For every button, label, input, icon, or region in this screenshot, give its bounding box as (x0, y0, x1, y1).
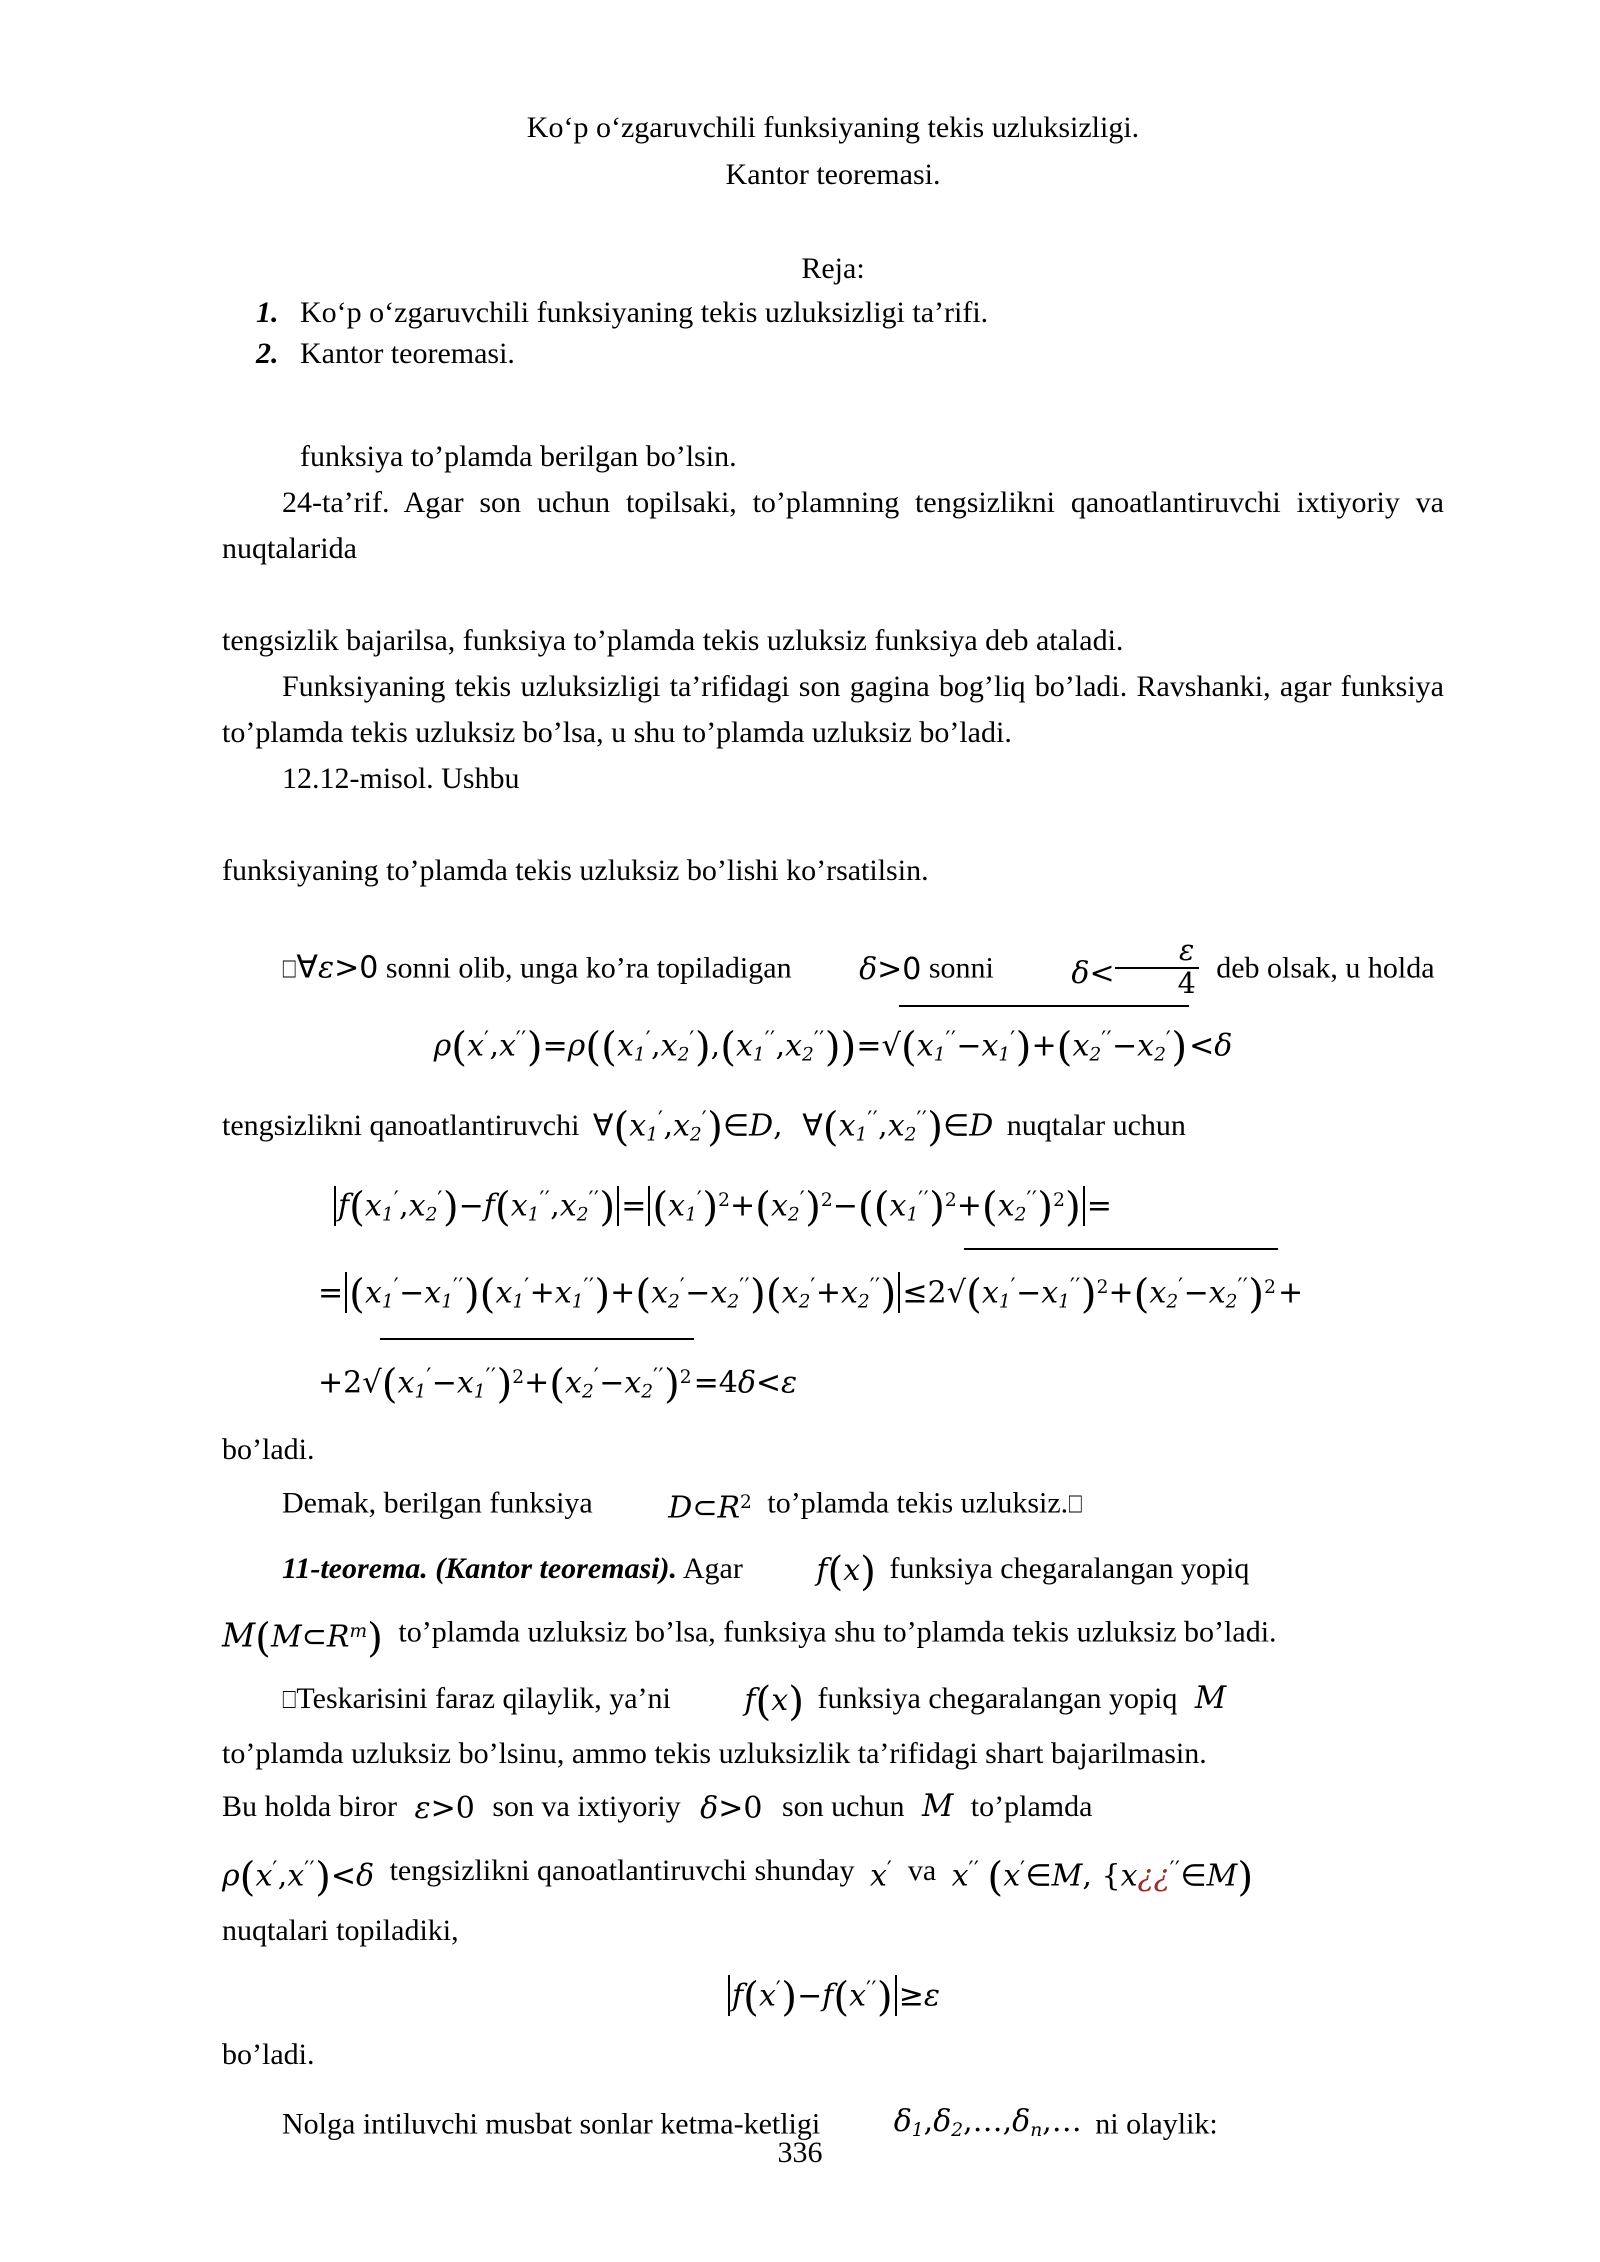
equation-f-difference-line3: $+2√(x_1'-x_1'')^2+(x_2'-x_2'')^2=4\delta<\varepsilon$ (222, 1338, 1444, 1428)
symbol-M-2: M (921, 1789, 954, 1824)
paragraph-definition-24 (222, 480, 1444, 572)
expr-D-subset-R2: $D\subset R^2$ (668, 1490, 752, 1526)
plan-heading: Reja: (801, 252, 865, 285)
expr-x-double-prime: x′′ (951, 1857, 980, 1894)
p11-text-b: funksiya chegaralangan yopiq (889, 1551, 1250, 1585)
p15-text: bo’ladi. (222, 2038, 315, 2072)
forall-icon: ∀ (296, 949, 318, 986)
membership-expr-2: $\forall(x_1'',x_2'')\in D$ (802, 1101, 994, 1150)
paragraph-uniform-continuity-note (222, 664, 1444, 756)
qed-box-glyph-1: ⎕ (1068, 1491, 1083, 1520)
paragraph-points-condition (222, 1087, 1444, 1169)
expr-f-of-x-2: f(x) (744, 1676, 804, 1725)
equation-abs-f-diff-ge-eps: f(x′)−f(x′′) ≥ε (222, 1954, 1444, 2033)
epsilon-symbol: ε (317, 950, 335, 986)
equation-rho-distance: $\rho(x',x'')=\rho((x_1',x_2'),(x_1'',x_2''))=√(x_1''-x_1')+(x_2''-x_2')<\delta$ (222, 1005, 1444, 1087)
p7-text-c: deb olsak, u holda (1216, 951, 1435, 985)
p13-text-d: to’plamda (970, 1790, 1093, 1823)
symbol-M-1: M (1194, 1680, 1227, 1716)
list-item-number: 2. (256, 337, 279, 370)
greater-than-zero-1: >0 (334, 950, 379, 986)
delta-less-than: δ< (1071, 955, 1115, 991)
p4-text: Funksiyaning tekis uzluksizligi ta’rifidagi son gagina bog’liq bo’ladi. Ravshanki, agar funksiya to’plamda tekis uzluksiz bo’lsa, u shu to’plamda uzluksiz bo’ladi. (222, 670, 1444, 749)
paragraph-proof-contradiction-cont (222, 1731, 1444, 1777)
expr-delta-sequence: $\delta_1,\delta_2,\dots,\delta_n,\dots$ (893, 2104, 1082, 2142)
paragraph-theorem-11-cont (222, 1601, 1444, 1669)
paragraph-theorem-11 (222, 1539, 1444, 1601)
p12-text-c: to’plamda uzluksiz bo’lsinu, ammo tekis uzluksizlik ta’rifidagi shart bajarilmasin. (222, 1737, 1207, 1770)
fraction-denominator: 4 (1115, 967, 1199, 1000)
p2-text: 24-ta’rif. Agar son uchun topilsaki, to’plamning tengsizlikni qanoatlantiruvchi ixtiyoriy va nuqtalarida (222, 486, 1444, 565)
p11-text-c: to’plamda uzluksiz bo’lsa, funksiya shu to’plamda tekis uzluksiz bo’ladi. (398, 1615, 1277, 1649)
fraction-epsilon-over-4 (1115, 936, 1199, 1000)
p7-text-a: sonni olib, unga ko’ra topiladigan (385, 951, 792, 985)
paragraph-demak (222, 1473, 1444, 1539)
p1-text: funksiya to’plamda berilgan bo’lsin. (300, 440, 737, 473)
p16-text-b: ni olaylik: (1095, 2107, 1218, 2141)
expr-x-prime: x′ (869, 1857, 893, 1894)
page-title-line-2: Kantor teoremasi. (725, 158, 941, 191)
p14-text-c: nuqtalari topiladiki, (222, 1913, 459, 1947)
expr-epsilon-gt-0: ε>0 (414, 1791, 475, 1827)
fraction-numerator: ε (1179, 934, 1195, 967)
paragraph-rho-condition (222, 1839, 1444, 1908)
plan-list (222, 292, 1444, 374)
delta-symbol-1: δ (859, 952, 878, 988)
p13-text-b: son va ixtiyoriy (492, 1790, 681, 1823)
p11-text-a: Agar (682, 1551, 743, 1585)
paragraph-proof-contradiction (222, 1669, 1444, 1731)
list-item (256, 333, 1444, 374)
list-item-label: Ko‘p o‘zgaruvchili funksiyaning tekis uzluksizligi ta’rifi. (300, 296, 989, 329)
theorem-label: 11-teorema. (Kantor teoremasi). (282, 1551, 677, 1585)
paragraph-bo-ladi-2 (222, 2032, 1444, 2078)
p9-text: bo’ladi. (222, 1433, 315, 1467)
p10-text-b: to’plamda tekis uzluksiz. (767, 1487, 1069, 1521)
expr-delta-gt-0: δ>0 (700, 1791, 763, 1827)
p13-text-a: Bu holda biror (222, 1790, 397, 1823)
list-item-label: Kantor teoremasi. (300, 337, 515, 370)
p7-text-b: sonni (928, 951, 994, 985)
paragraph-show-uniform-continuity (222, 848, 1444, 894)
page-number: 336 (777, 2136, 823, 2169)
equation-f-difference-line1: $f(x_1',x_2')-f(x_1'',x_2'') = (x_1')^2+(x_2')^2-((x_1'')^2+(x_2'')^2)$ = (222, 1168, 1444, 1248)
greater-than-zero-2: >0 (877, 952, 922, 988)
expr-membership-conditions: (x′∈M, {x¿¿′′∈M) (987, 1852, 1254, 1901)
paragraph-nuqtalari (222, 1908, 1444, 1954)
p10-text-a: Demak, berilgan funksiya (282, 1487, 593, 1521)
membership-expr-1: $\forall(x_1',x_2')\in D$, (592, 1101, 783, 1150)
proof-box-glyph: ⎕ (282, 1685, 297, 1714)
page-title-line-1: Ko‘p o‘zgaruvchili funksiyaning tekis uzluksizligi. (526, 111, 1140, 144)
p12-text-b: funksiya chegaralangan yopiq (817, 1681, 1178, 1715)
p13-text-c: son uchun (781, 1790, 905, 1823)
p6-text: funksiyaning to’plamda tekis uzluksiz bo’lishi ko’rsatilsin. (222, 854, 929, 887)
paragraph-function-defined (222, 434, 1444, 480)
paragraph-example-1212 (222, 756, 1444, 802)
p3-text: tengsizlik bajarilsa, funksiya to’plamda tekis uzluksiz funksiya deb ataladi. (222, 624, 1124, 657)
paragraph-bu-holda (222, 1777, 1444, 1839)
paragraph-bo-ladi-1 (222, 1427, 1444, 1473)
p12-text-a: Teskarisini faraz qilaylik, ya’ni (296, 1681, 671, 1715)
p14-text-b: va (907, 1854, 937, 1888)
p8-text-b: nuqtalar uchun (1006, 1108, 1186, 1142)
list-item (256, 292, 1444, 333)
p8-text-a: tengsizlikni qanoatlantiruvchi (222, 1108, 580, 1142)
page-content (222, 0, 1444, 2161)
expr-f-of-x-1: f(x) (816, 1547, 876, 1596)
equation-f-difference-line2: = $(x_1'-x_1'')(x_1'+x_1'')+(x_2'-x_2'')(x_2'+x_2'') \le 2√(x_1'-x_1'')^2+(x_2'-x_2'')^2+$ (222, 1248, 1444, 1338)
p14-text-a: tengsizlikni qanoatlantiruvchi shunday (389, 1854, 855, 1888)
expr-M-subset-Rm: $M(M\subset R^m)$ (222, 1613, 383, 1662)
list-item-number: 1. (256, 296, 279, 329)
exists-box-glyph: ⎕ (282, 955, 297, 984)
expr-rho-lt-delta: ρ(x′,x′′)<δ (222, 1852, 375, 1901)
p16-text-a: Nolga intiluvchi musbat sonlar ketma-ketligi (282, 2107, 821, 2141)
paragraph-inequality-holds (222, 618, 1444, 664)
p5-text: 12.12-misol. Ushbu (282, 762, 520, 795)
paragraph-epsilon-delta-choice (222, 936, 1444, 1005)
